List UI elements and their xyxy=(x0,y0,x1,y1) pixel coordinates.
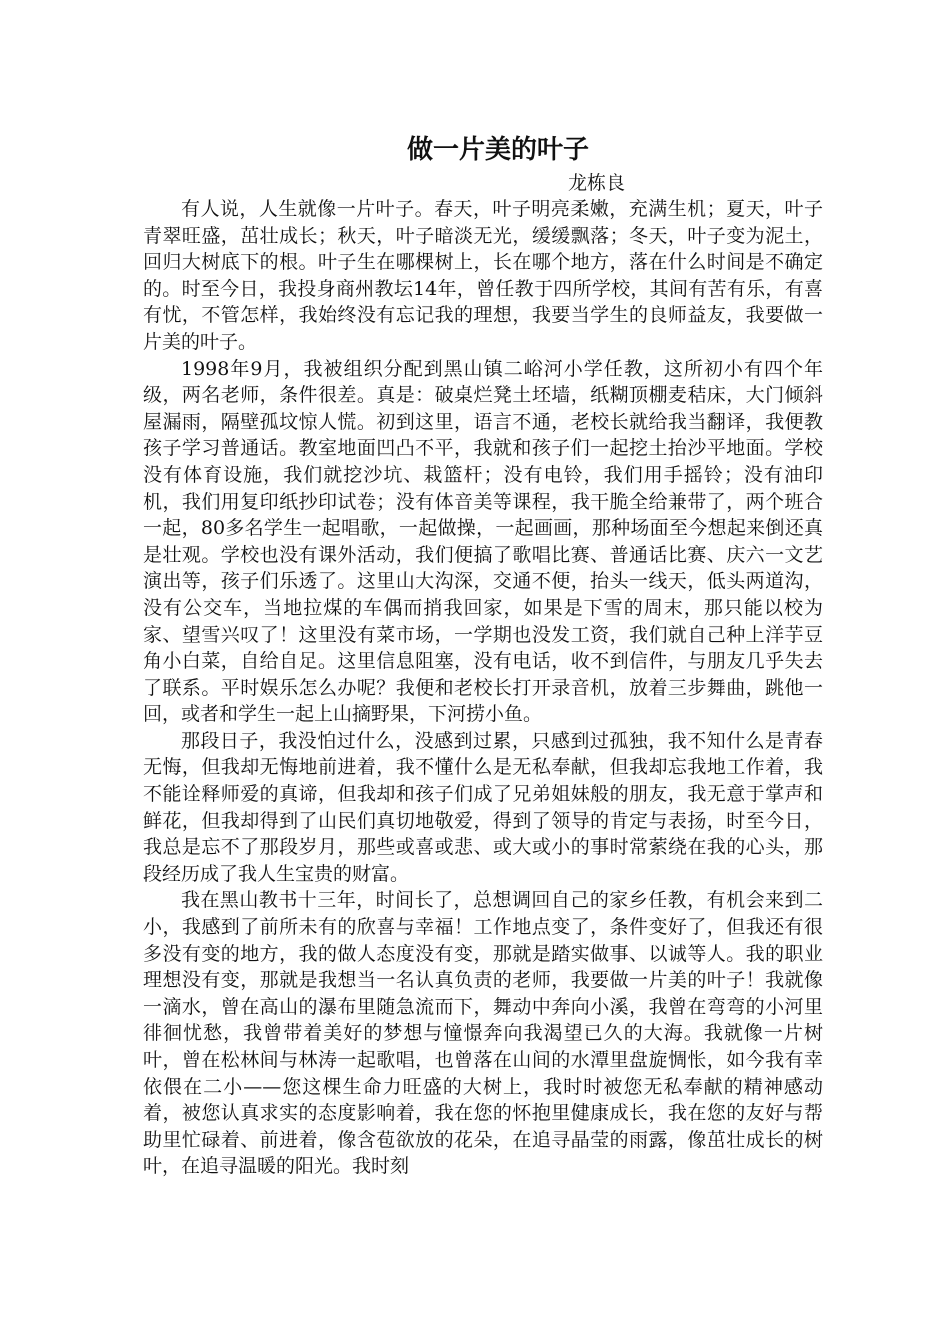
paragraph-4: 我在黑山教书十三年，时间长了，总想调回自己的家乡任教，有机会来到二小，我感到了前所未有的欣喜与幸福！工作地点变了，条件变好了，但我还有很多没有变的地方，我的做人态度没有变，那就是踏实做事、以诚等人。我的职业理想没有变，那就是我想当一名认真负责的老师，我要做一片美的叶子！我就像一滴水，曾在高山的瀑布里随急流而下，舞动中奔向小溪，我曾在弯弯的小河里徘徊忧愁，我曾带着美好的梦想与憧憬奔向我渴望已久的大海。我就像一片树叶，曾在松林间与林涛一起歌唱，也曾落在山间的水潭里盘旋惆怅，如今我有幸依偎在二小——您这棵生命力旺盛的大树上，我时时被您无私奉献的精神感动着，被您认真求实的态度影响着，我在您的怀抱里健康成长，我在您的友好与帮助里忙碌着、前进着，像含苞欲放的花朵，在追寻晶莹的雨露，像茁壮成长的树叶，在追寻温暖的阳光。我时刻 xyxy=(143,889,823,1178)
paragraph-3: 那段日子，我没怕过什么，没感到过累，只感到过孤独，我不知什么是青春无悔，但我却无悔地前进着，我不懂什么是无私奉献，但我却忘我地工作着，我不能诠释师爱的真谛，但我却和孩子们成了兄弟姐妹般的朋友，我无意于掌声和鲜花，但我却得到了山民们真切地敬爱，得到了领导的肯定与表扬，时至今日，我总是忘不了那段岁月，那些或喜或悲、或大或小的事时常萦绕在我的心头，那段经历成了我人生宝贵的财富。 xyxy=(143,729,823,885)
document-title: 做一片美的叶子 xyxy=(406,135,589,165)
paragraph-1: 有人说，人生就像一片叶子。春天，叶子明亮柔嫩，充满生机；夏天，叶子青翠旺盛，茁壮成长；秋天，叶子暗淡无光，缓缓飘落；冬天，叶子变为泥土，回归大树底下的根。叶子生在哪棵树上，长在哪个地方，落在什么时间是不确定的。时至今日，我投身商州教坛14年，曾任教于四所学校，其间有苦有乐，有喜有忧，不管怎样，我始终没有忘记我的理想，我要当学生的良师益友，我要做一片美的叶子。 xyxy=(143,198,823,353)
document-author: 龙栋良 xyxy=(568,172,626,194)
document-page xyxy=(143,130,823,1180)
paragraph-2: 1998年9月，我被组织分配到黑山镇二峪河小学任教，这所初小有四个年级，两名老师，条件很差。真是：破桌烂凳土坯墙，纸糊顶棚麦秸床，大门倾斜屋漏雨，隔壁孤坟惊人慌。初到这里，语言不通，老校长就给我当翻译，我便教孩子学习普通话。教室地面凹凸不平，我就和孩子们一起挖土抬沙平地面。学校没有体育设施，我们就挖沙坑、栽篮杆；没有电铃，我们用手摇铃；没有油印机，我们用复印纸抄印试卷；没有体音美等课程，我干脆全给兼带了，两个班合一起，80多名学生一起唱歌，一起做操，一起画画，那种场面至今想起来倒还真是壮观。学校也没有课外活动，我们便搞了歌唱比赛、普通话比赛、庆六一文艺演出等，孩子们乐透了。这里山大沟深，交通不便，抬头一线天，低头两道沟，没有公交车，当地拉煤的车偶而捎我回家，如果是下雪的周末，那只能以校为家、望雪兴叹了！这里没有菜市场，一学期也没发工资，我们就自己种上洋芋豆角小白菜，自给自足。这里信息阻塞，没有电话，收不到信件，与朋友几乎失去了联系。平时娱乐怎么办呢？我便和老校长打开录音机，放着三步舞曲，跳他一回，或者和学生一起上山摘野果，下河捞小鱼。 xyxy=(143,357,823,726)
